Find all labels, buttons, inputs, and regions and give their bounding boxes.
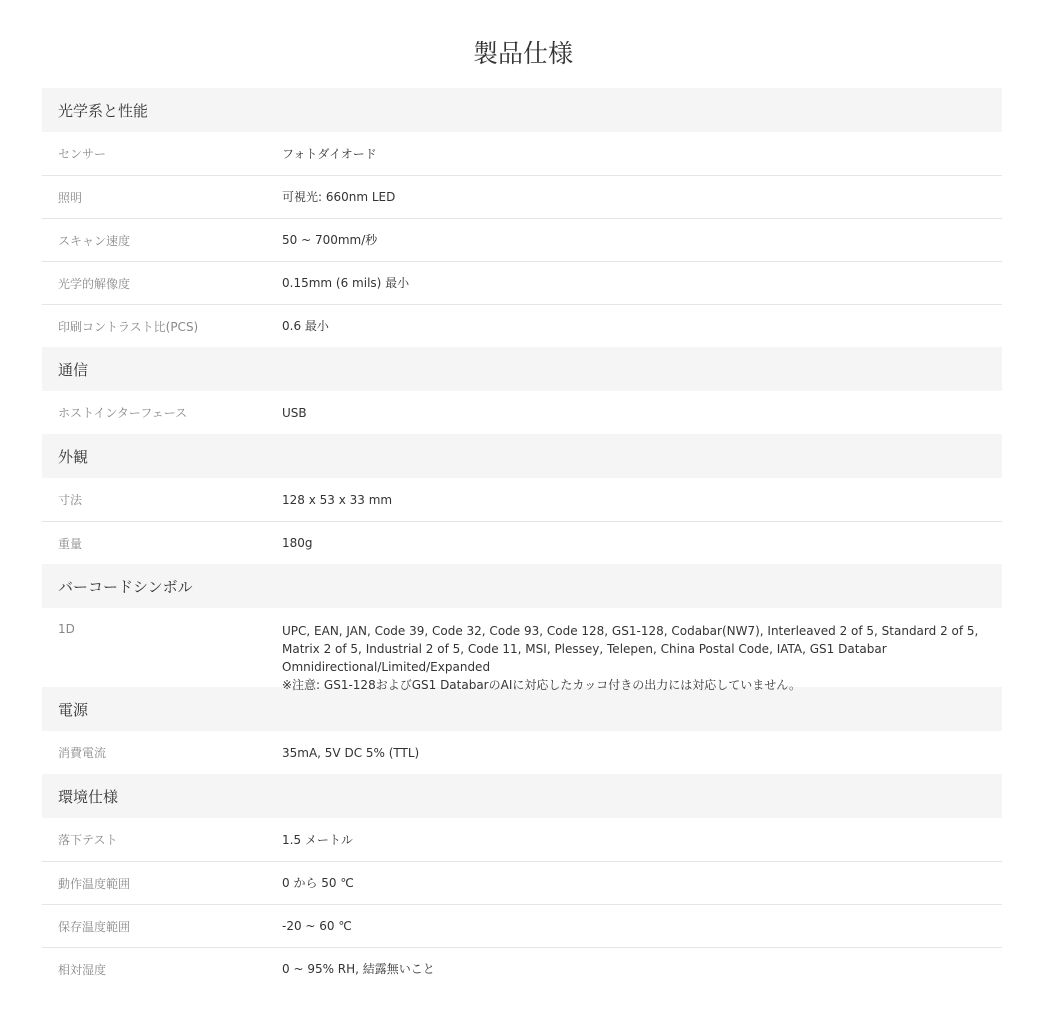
section-header-power: 電源 bbox=[42, 687, 1002, 731]
symbology-list: UPC, EAN, JAN, Code 39, Code 32, Code 93, Code 128, GS1-128, Codabar(NW7), Interleaved 2 of 5, Standard 2 of 5, Matrix 2 of 5, Industrial 2 of 5, Code 11, MSI, Plessey, Telepen, China Postal Code, IATA, GS1 Databar Omnidirectional/Limited/Expanded bbox=[282, 624, 979, 674]
section-header-optics: 光学系と性能 bbox=[42, 88, 1002, 132]
spec-value: 128 x 53 x 33 mm bbox=[282, 492, 393, 507]
spec-row-operating-temp bbox=[42, 861, 1002, 904]
spec-label: 保存温度範囲 bbox=[58, 919, 131, 934]
spec-value: 50 ~ 700mm/秒 bbox=[282, 233, 378, 247]
spec-label: 重量 bbox=[58, 536, 83, 551]
spec-label: 落下テスト bbox=[58, 833, 118, 847]
section-header-communication: 通信 bbox=[42, 347, 1002, 391]
spec-label: 相対湿度 bbox=[58, 962, 107, 977]
section-header-environment: 環境仕様 bbox=[42, 774, 1002, 818]
spec-label: センサー bbox=[58, 147, 107, 161]
spec-row-dimensions bbox=[42, 478, 1002, 521]
spec-label: 寸法 bbox=[58, 493, 83, 507]
spec-value: 1.5 メートル bbox=[282, 832, 353, 847]
spec-label: 印刷コントラスト比(PCS) bbox=[58, 319, 199, 334]
spec-value: 180g bbox=[282, 536, 313, 550]
spec-row-illumination bbox=[42, 175, 1002, 218]
spec-row-drop-test bbox=[42, 818, 1002, 861]
spec-row-1d bbox=[42, 608, 1002, 692]
spec-row-pcs bbox=[42, 304, 1002, 347]
spec-label: 消費電流 bbox=[58, 746, 107, 760]
section-header-appearance: 外観 bbox=[42, 434, 1002, 478]
spec-row-current bbox=[42, 731, 1002, 774]
page-title: 製品仕様 bbox=[472, 39, 573, 68]
spec-row-scan-speed bbox=[42, 218, 1002, 261]
spec-label: スキャン速度 bbox=[58, 233, 131, 248]
spec-label: 動作温度範囲 bbox=[58, 876, 131, 891]
spec-row-weight bbox=[42, 521, 1002, 564]
spec-row-resolution bbox=[42, 261, 1002, 304]
symbology-note: ※注意: GS1-128およびGS1 DatabarのAIに対応したカッコ付きの出力には対応していません。 bbox=[282, 678, 801, 692]
spec-row-humidity bbox=[42, 947, 1002, 990]
spec-label: 1D bbox=[58, 622, 75, 636]
spec-row-host-interface bbox=[42, 391, 1002, 434]
spec-value: 0 から 50 ℃ bbox=[282, 876, 354, 890]
section-header-barcode-symbols: バーコードシンボル bbox=[42, 564, 1002, 608]
spec-row-storage-temp bbox=[42, 904, 1002, 947]
spec-value: 0 ~ 95% RH, 結露無いこと bbox=[282, 962, 435, 976]
spec-label: 照明 bbox=[58, 190, 83, 205]
spec-value: 可視光: 660nm LED bbox=[282, 190, 396, 204]
spec-value: 0.15mm (6 mils) 最小 bbox=[282, 276, 410, 290]
spec-row-sensor bbox=[42, 132, 1002, 175]
spec-value: USB bbox=[282, 405, 307, 420]
spec-value: 35mA, 5V DC 5% (TTL) bbox=[282, 745, 420, 760]
spec-table bbox=[42, 88, 1002, 990]
spec-value: 0.6 最小 bbox=[282, 319, 329, 333]
spec-label: ホストインターフェース bbox=[58, 406, 188, 420]
spec-value: フォトダイオード bbox=[282, 146, 377, 161]
spec-value: -20 ~ 60 ℃ bbox=[282, 919, 352, 933]
spec-value bbox=[282, 622, 1002, 694]
spec-label: 光学的解像度 bbox=[58, 276, 131, 291]
